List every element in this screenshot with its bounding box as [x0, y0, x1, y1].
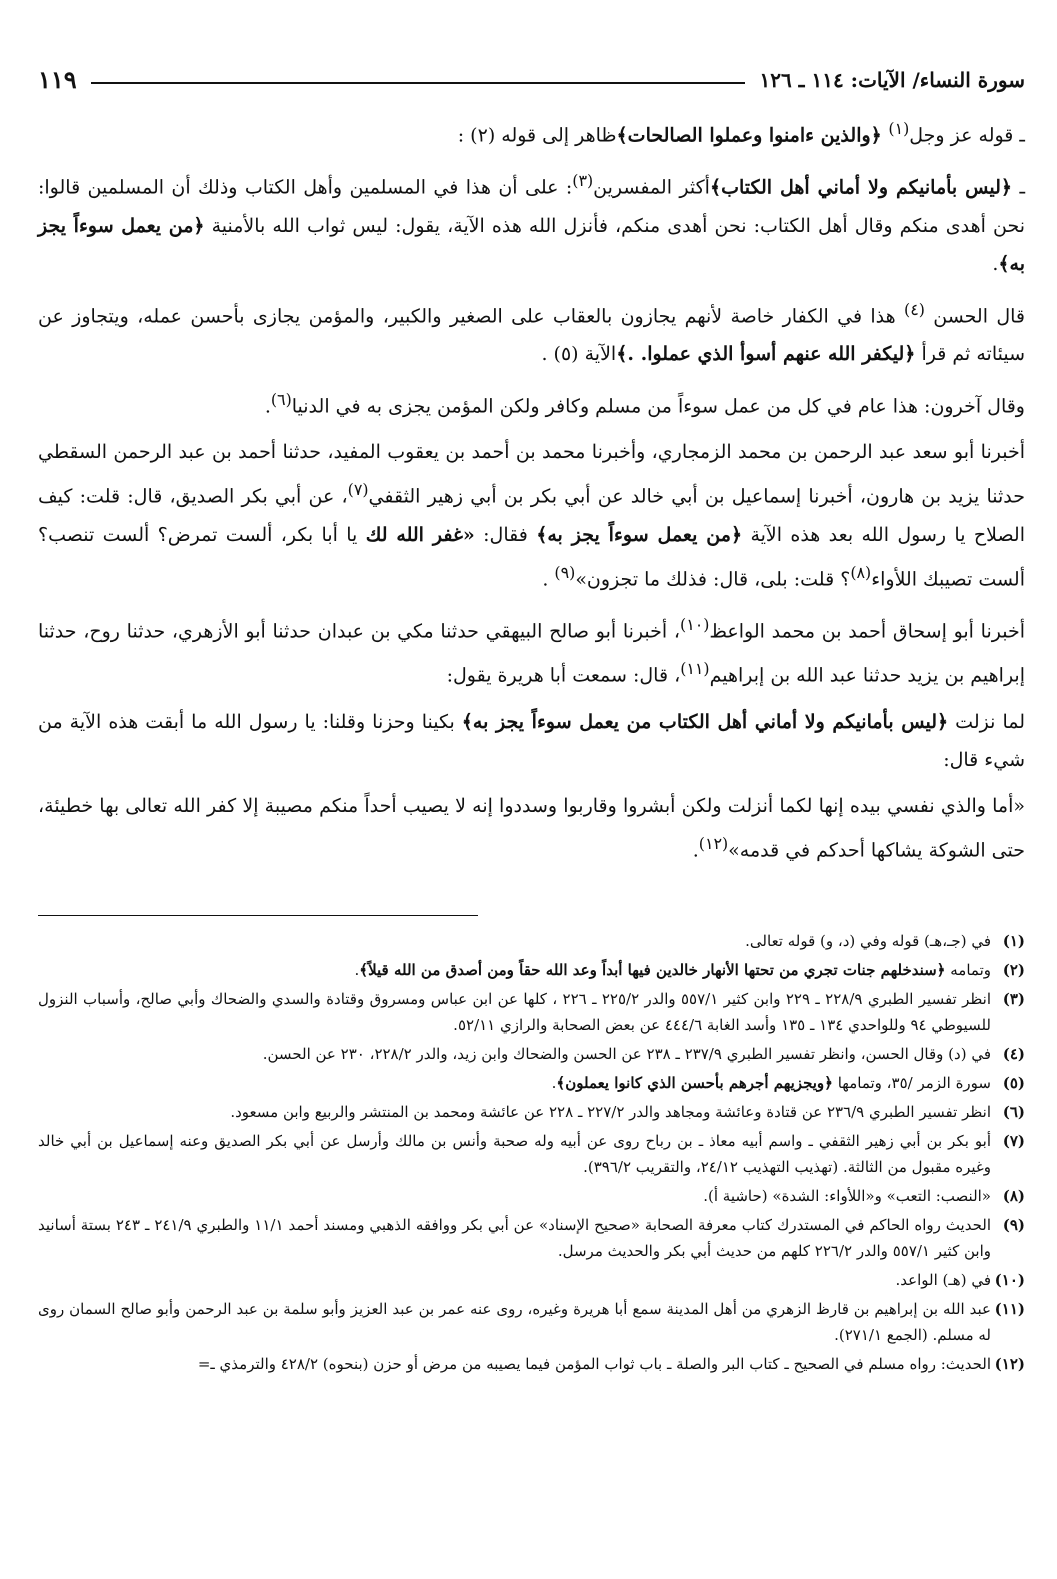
text-run: قال الحسن: [924, 304, 1025, 327]
footnote-text: في (د) وقال الحسن، وانظر تفسير الطبري ٢٣٧/٩ ـ ٢٣٨ عن الحسن والضحاك وابن زيد، والدر ٢٢٨/٢، ٢٣٠ عن الحسن.: [262, 1045, 991, 1063]
text-run: ـ قوله عز وجل: [909, 124, 1025, 147]
text-run: وقال آخرون: هذا عام في كل من عمل سوءاً من مسلم وكافر ولكن المؤمن يجزى به في الدنيا: [291, 395, 1025, 418]
quran-quote: ﴿ليس بأمانيكم ولا أماني أهل الكتاب من يعمل سوءاً يجز به﴾: [461, 710, 949, 733]
text-run: ، عن أبي بكر الصديق، قال: قلت: كيف الصلاح يا رسول الله بعد هذه الآية: [38, 485, 1025, 546]
footnote-separator: [38, 915, 478, 916]
footnote-12: [38, 1351, 1025, 1377]
footnote-text: .: [354, 961, 360, 979]
quran-quote: ﴿ليس بأمانيكم ولا أماني أهل الكتاب﴾: [709, 176, 1013, 199]
text-run: ؟ قلت: بلى، قال: فذلك ما تجزون»: [575, 567, 851, 590]
footnote-ref: (١٠): [680, 614, 710, 634]
footnote-number: (٦): [1002, 1103, 1025, 1121]
footnote-9: [38, 1212, 1025, 1264]
text-run: ، قال: سمعت أبا هريرة يقول:: [446, 664, 681, 687]
footnote-3: [38, 986, 1025, 1038]
paragraph-6: [38, 606, 1025, 695]
text-run: هذا في الكفار خاصة لأنهم يجازون بالعقاب على الصغير والكبير، والمؤمن يجازى بأحسن عمله، ويتجاوز عن سيئاته ثم قرأ: [38, 304, 1025, 365]
text-run: .: [992, 252, 999, 275]
footnote-number: (٣): [1002, 990, 1026, 1008]
footnote-text: وتمامه: [945, 961, 991, 979]
text-run: لما نزلت: [948, 710, 1026, 733]
text-run: فقال:: [474, 523, 537, 546]
page-number: ١١٩: [38, 65, 77, 94]
footnotes: [38, 928, 1025, 1380]
footnote-7: [38, 1128, 1025, 1180]
footnote-number: (٩): [1002, 1216, 1026, 1234]
quran-quote: ﴿ليكفر الله عنهم أسوأ الذي عملوا. .﴾: [616, 342, 916, 365]
footnote-ref: (١٢): [698, 833, 729, 853]
footnote-number: (١): [1002, 932, 1025, 950]
text-run: يا أبا بكر، ألست تمرض؟ ألست تنصب؟ ألست تصيبك اللأواء: [38, 523, 1025, 590]
footnote-10: [38, 1267, 1025, 1293]
text-run: ظاهر إلى قوله (٢) :: [457, 124, 617, 147]
footnote-number: (٤): [1002, 1045, 1025, 1063]
footnote-ref: (٦): [270, 389, 292, 409]
footnote-text: في (جـ،هـ) قوله وفي (د، و) قوله تعالى.: [745, 932, 991, 950]
footnote-2: [38, 957, 1025, 983]
text-run: : على أن هذا في المسلمين وأهل الكتاب وذلك أن المسلمين قالوا: نحن أهدى منكم وقال أهل الكتاب: نحن أهدى منكم، فأنزل الله هذه الآية، يقول: ليس ثواب الله بالأمنية: [38, 176, 1025, 237]
footnote-number: (١١): [994, 1300, 1025, 1318]
footnote-ref: (١١): [680, 659, 710, 679]
text-run: .: [264, 395, 271, 418]
footnote-4: [38, 1041, 1025, 1067]
footnote-ref: (٨): [850, 562, 872, 582]
text-run: أكثر المفسرين: [593, 176, 710, 199]
footnote-text: سورة الزمر /٣٥، وتمامها: [832, 1074, 991, 1092]
footnote-text: عبد الله بن إبراهيم بن قارظ الزهري من أهل المدينة سمع أبا هريرة وغيره، روى عنه عمر بن عبد العزيز وأبو سلمة بن عبد الرحمن وأبو صالح السمان روى له مسلم. (الجمع ٢٧١/١).: [38, 1300, 991, 1344]
footnote-text: الحديث: رواه مسلم في الصحيح ـ كتاب البر والصلة ـ باب ثواب المؤمن فيما يصيبه من مرض أو حزن (بنحوه) ٤٢٨/٢ والترمذي ـ=: [197, 1355, 991, 1373]
footnote-number: (١٠): [994, 1271, 1025, 1289]
footnote-number: (٧): [1002, 1132, 1025, 1150]
footnote-5: [38, 1070, 1025, 1096]
header-rule: [91, 82, 746, 84]
quran-quote: ﴿من يعمل سوءاً يجز به﴾: [536, 523, 743, 546]
footnote-text: أبو بكر بن أبي زهير الثقفي ـ واسم أبيه معاذ ـ بن رباح روى عن أبيه وله صحبة وأنس بن مالك وأرسل عن أبي بكر الصديق وعنه إسماعيل بن أبي خالد وغيره مقبول من الثالثة. (تهذيب التهذيب ٢٤/١٢، والتقريب ٣٩٦/٢).: [38, 1132, 991, 1176]
text-run: بكينا وحزنا وقلنا: يا رسول الله ما أبقت هذه الآية من شيء قال:: [38, 710, 1025, 771]
text-run: أخبرنا أبو إسحاق أحمد بن محمد الواعظ: [709, 620, 1025, 643]
text-run: .: [692, 838, 699, 861]
paragraph-8: [38, 787, 1025, 869]
text-run: ـ: [1012, 176, 1026, 199]
footnote-ref: (٩): [554, 562, 576, 582]
footnote-8: [38, 1183, 1025, 1209]
text-run: «أما والذي نفسي بيده إنها لكما أنزلت ولكن أبشروا وقاربوا وسددوا إنه لا يصيب أحداً منكم مصيبة إلا كفر الله تعالى بها خطيئة، حتى الشوكة يشاكها أحدكم في قدمه»: [38, 794, 1025, 861]
footnote-text: الحديث رواه الحاكم في المستدرك كتاب معرفة الصحابة «صحيح الإسناد» عن أبي بكر ووافقه الذهبي ومسند أحمد ١١/١ والطبري ٢٤١/٩ ـ ٢٤٣ بستة أسانيد وابن كثير ٥٥٧/١ والدر ٢٢٦/٢ كلهم من حديث أبي بكر والحديث مرسل.: [38, 1216, 992, 1260]
paragraph-7: [38, 703, 1025, 779]
paragraph-4: [38, 381, 1025, 425]
paragraph-3: [38, 291, 1025, 373]
quran-quote: ﴿والذين ءامنوا وعملوا الصالحات﴾: [616, 124, 889, 147]
paragraph-2: [38, 162, 1025, 282]
footnote-number: (٢): [1002, 961, 1025, 979]
footnote-number: (١٢): [994, 1355, 1025, 1373]
footnote-text: .: [551, 1074, 557, 1092]
footnote-ref: (٣): [572, 171, 594, 191]
main-text: [38, 110, 1025, 877]
running-header-title: سورة النساء/ الآيات: ١١٤ ـ ١٢٦: [759, 68, 1025, 92]
footnote-number: (٥): [1002, 1074, 1025, 1092]
text-run: ، أخبرنا أبو صالح البيهقي حدثنا مكي بن عبدان حدثنا أبو الأزهري، حدثنا روح، حدثنا إبراهيم بن يزيد حدثنا عبد الله بن إبراهيم: [38, 620, 1025, 687]
footnote-text: «النصب: التعب» و«اللأواء: الشدة» (حاشية أ).: [703, 1187, 991, 1205]
text-run: أخبرنا أبو سعد عبد الرحمن بن محمد الزمجاري، وأخبرنا محمد بن أحمد بن يعقوب المفيد، حدثنا أحمد بن عبد الرحمن السقطي حدثنا يزيد بن هارون، أخبرنا إسماعيل بن أبي خالد عن أبي بكر بن أبي زهير الثقفي: [38, 441, 1025, 508]
footnote-11: [38, 1296, 1025, 1348]
footnote-ref: (١): [888, 119, 910, 138]
paragraph-5: [38, 433, 1025, 598]
text-run: .: [542, 567, 555, 590]
footnote-text: انظر تفسير الطبري ٢٢٨/٩ ـ ٢٢٩ وابن كثير ٥٥٧/١ والدر ٢٢٥/٢ ـ ٢٢٦ ، كلها عن ابن عباس ومسروق وقتادة والسدي والضحاك وأبي صالح، وأسباب النزول للسيوطي ٩٤ وللواحدي ١٣٤ ـ ١٣٥ وأسد الغابة ٤٤٤/٦ عن بعض الصحابة والرازي ٥٢/١١.: [38, 990, 992, 1034]
footnote-ref: (٤): [904, 299, 925, 319]
footnote-1: [38, 928, 1025, 954]
footnote-number: (٨): [1002, 1187, 1025, 1205]
footnote-text: انظر تفسير الطبري ٢٣٦/٩ عن قتادة وعائشة ومجاهد والدر ٢٢٧/٢ ـ ٢٢٨ عن عائشة ومحمد بن المنتشر والربيع وابن مسعود.: [230, 1103, 991, 1121]
footnote-6: [38, 1099, 1025, 1125]
page-header: [38, 58, 1025, 98]
footnote-text: في (هـ) الواعد.: [895, 1271, 991, 1289]
quran-quote: ﴿ويجزيهم أجرهم بأحسن الذي كانوا يعملون﴾: [556, 1074, 833, 1092]
paragraph-1: [38, 110, 1025, 154]
quran-quote: ﴿سندخلهم جنات تجري من تحتها الأنهار خالدين فيها أبداً وعد الله حقاً ومن أصدق من الله قيلاً﴾: [359, 961, 946, 979]
footnote-ref: (٧): [347, 480, 369, 500]
quran-quote: ﴿من يعمل سوءاً يجز به﴾: [38, 214, 1025, 275]
text-run: الآية (٥) .: [541, 342, 617, 365]
hadith-quote: «غفر الله لك: [365, 523, 475, 546]
